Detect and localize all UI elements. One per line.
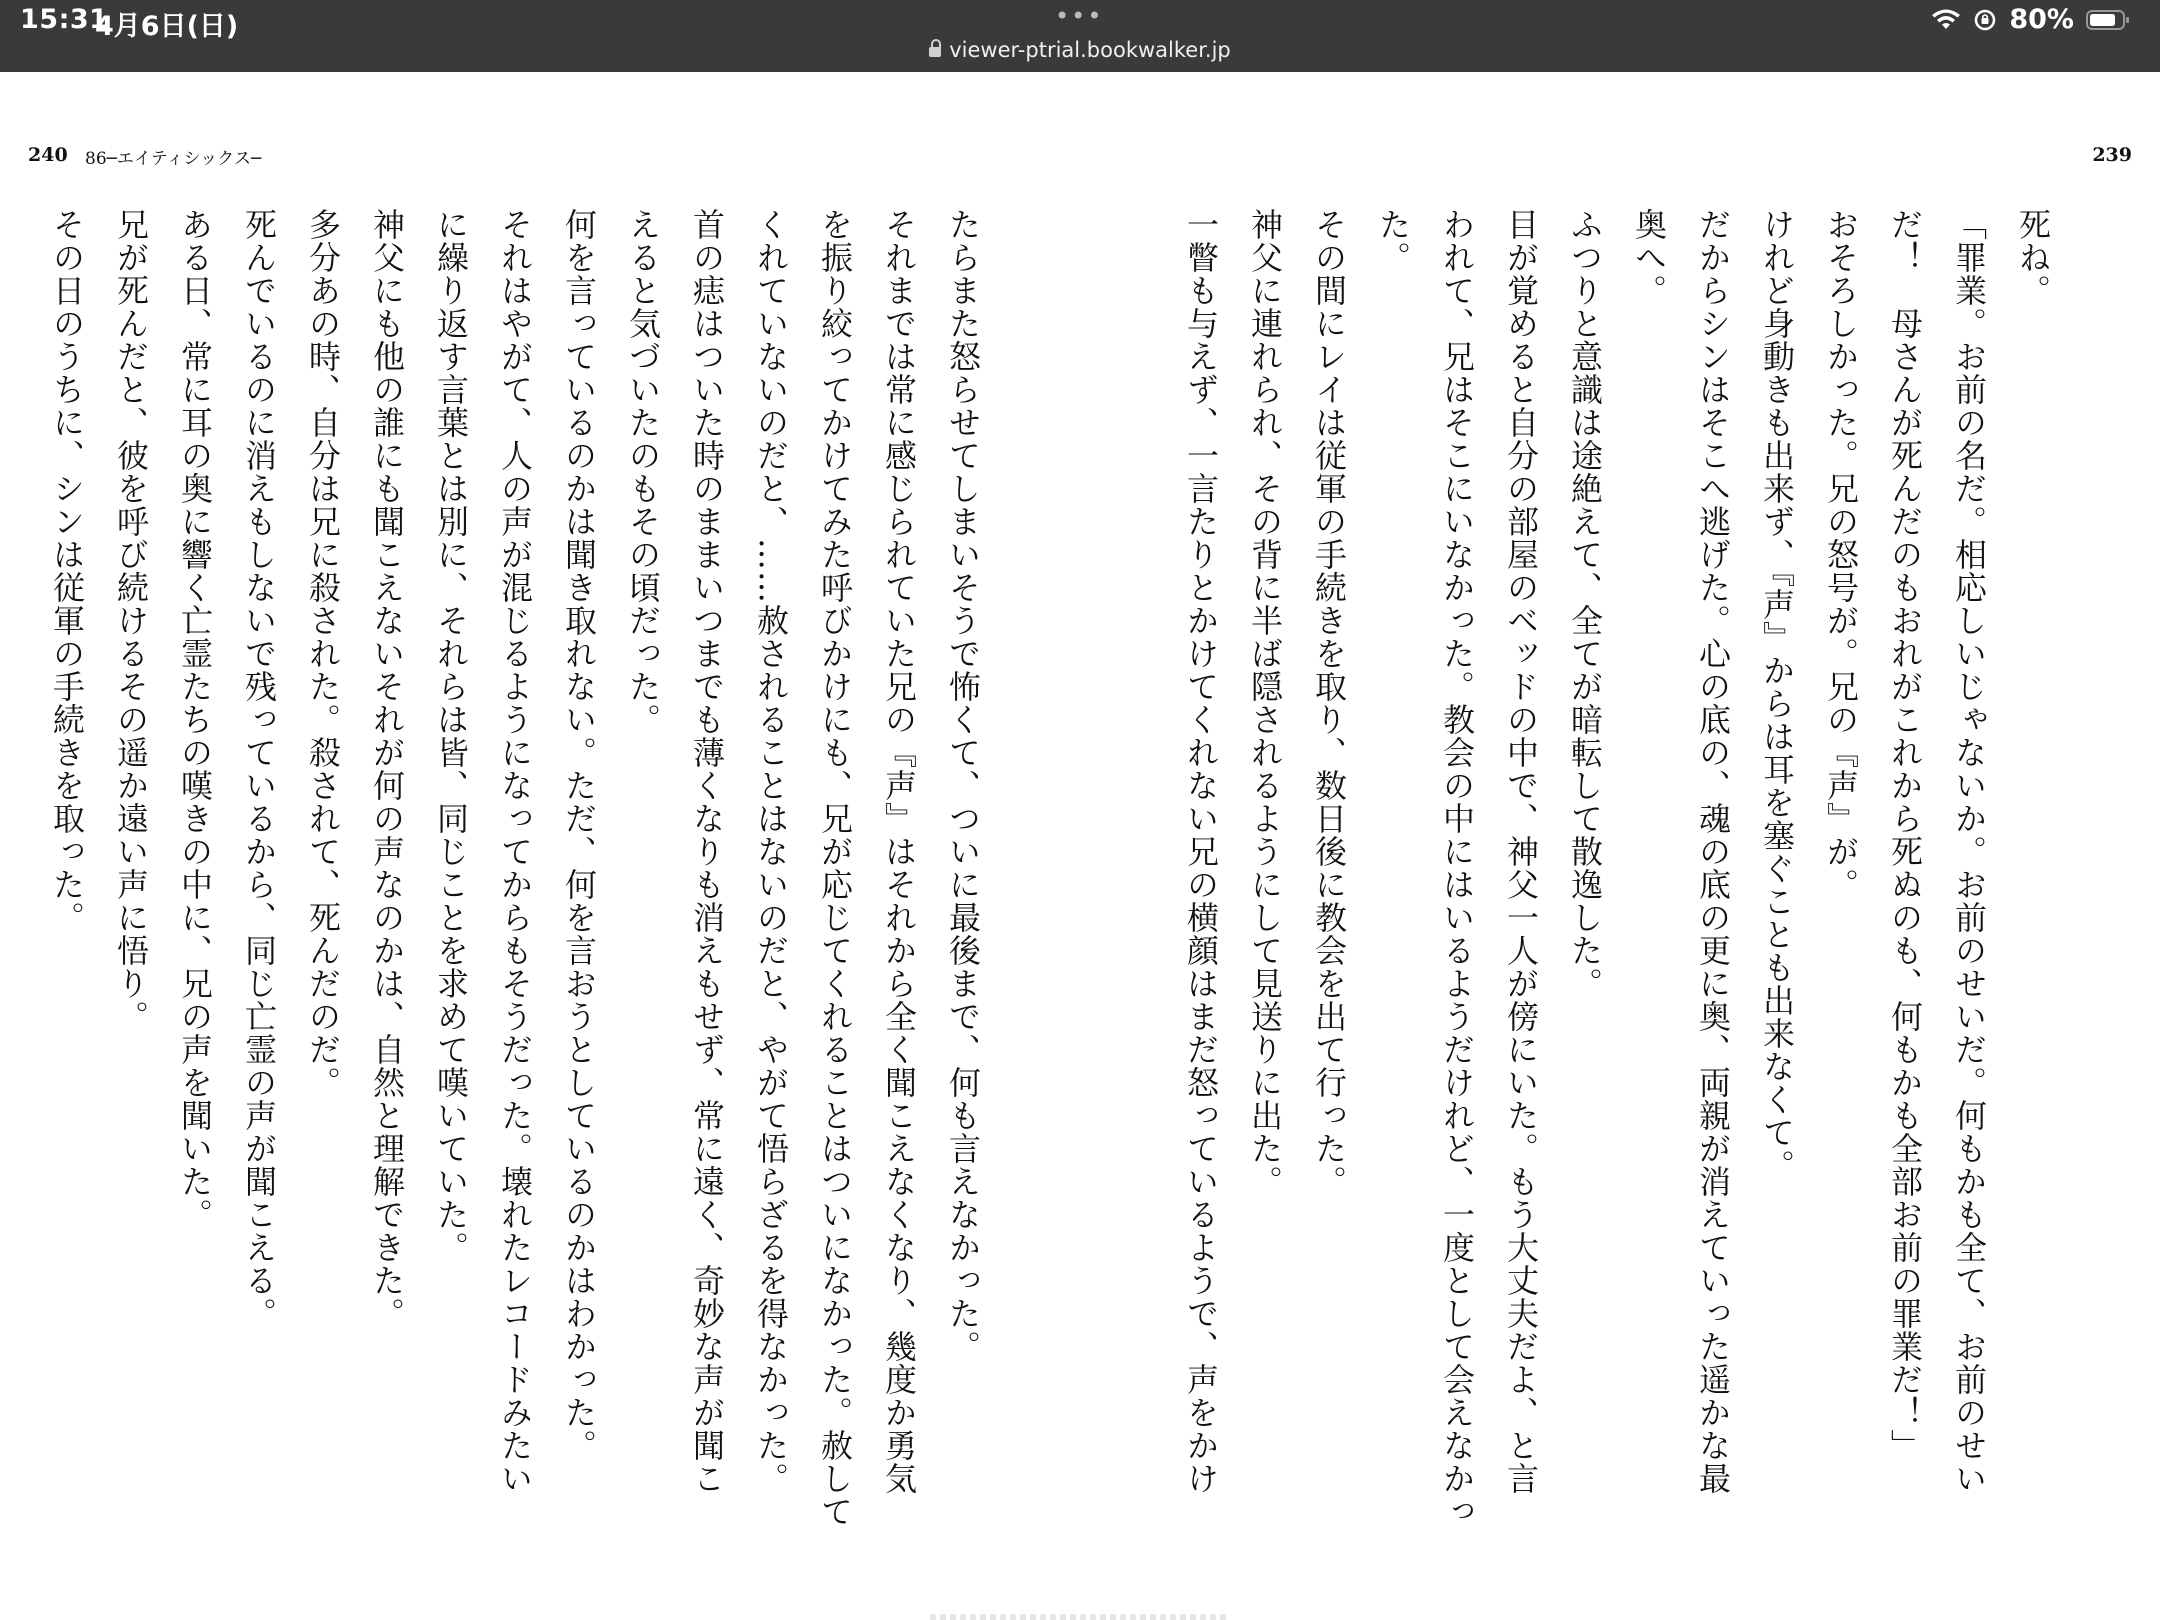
text-line: だからシンはそこへ逃げた。心の底の、魂の底の更に奥、両親が消えていった遥かな最: [1694, 208, 1732, 1495]
text-line: 目が覚めると自分の部屋のベッドの中で、神父一人が傍にいた。もう大丈夫だよ、と言: [1502, 208, 1540, 1495]
status-date: 4月6日(日): [95, 11, 239, 42]
text-line: 「罪業。お前の名だ。相応しいじゃないか。お前のせいだ。何もかも全て、お前のせい: [1950, 208, 1988, 1495]
text-line: 多分あの時、自分は兄に殺された。殺されて、死んだのだ。: [304, 208, 342, 1099]
text-line: た。: [1374, 208, 1412, 274]
text-line: 神父に連れられ、その背に半ば隠されるようにして見送りに出た。: [1246, 208, 1284, 1198]
text-line: を振り絞ってかけてみた呼びかけにも、兄が応じてくれることはついになかった。赦して: [816, 208, 854, 1528]
running-title: 86─エイティシックス─: [85, 149, 262, 169]
status-time: 15:31: [20, 4, 109, 35]
text-line: その日のうちに、シンは従軍の手続きを取った。: [48, 208, 86, 934]
text-line: その間にレイは従軍の手続きを取り、数日後に教会を出て行った。: [1310, 208, 1348, 1198]
text-line: それはやがて、人の声が混じるようになってからもそうだった。壊れたレコードみたい: [496, 208, 534, 1495]
text-line: 首の痣はついた時のままいつまでも薄くなりも消えもせず、常に遠く、奇妙な声が聞こ: [688, 208, 726, 1495]
text-line: 奥へ。: [1630, 208, 1668, 307]
right-page-number: 239: [2092, 144, 2132, 166]
text-line: たらまた怒らせてしまいそうで怖くて、ついに最後まで、何も言えなかった。: [944, 208, 982, 1363]
text-line: 死ね。: [2014, 208, 2052, 307]
left-page-text[interactable]: [0, 208, 995, 1608]
text-line: それまでは常に感じられていた兄の『声』はそれから全く聞こえなくなり、幾度か勇気: [880, 208, 918, 1495]
text-line: ふつりと意識は途絶えて、全てが暗転して散逸した。: [1566, 208, 1604, 1000]
text-line: 神父にも他の誰にも聞こえないそれが何の声なのかは、自然と理解できた。: [368, 208, 406, 1330]
lock-icon: [929, 47, 941, 57]
page-edge-divider: [930, 1614, 1230, 1620]
text-line: われて、兄はそこにいなかった。教会の中にはいるようだけれど、一度として会えなかっ: [1438, 208, 1476, 1528]
text-line: くれていないのだと、……赦されることはないのだと、やがて悟らざるを得なかった。: [752, 208, 790, 1495]
text-line: 一瞥も与えず、一言たりとかけてくれない兄の横顔はまだ怒っているようで、声をかけ: [1182, 208, 1220, 1495]
battery-icon: [2086, 9, 2130, 31]
multitasking-dots-icon[interactable]: •••: [1055, 2, 1104, 30]
orientation-lock-icon: [1973, 8, 1997, 32]
text-line: けれど身動きも出来ず、『声』からは耳を塞ぐことも出来なくて。: [1758, 208, 1796, 1182]
text-line: えると気づいたのもその頃だった。: [624, 208, 662, 736]
text-line: だ！ 母さんが死んだのもおれがこれから死ぬのも、何もかも全部お前の罪業だ！」: [1886, 208, 1924, 1462]
text-line: おそろしかった。兄の怒号が。兄の『声』が。: [1822, 208, 1860, 901]
status-indicators: [1931, 4, 2130, 35]
battery-percentage: 80%: [2009, 4, 2074, 35]
wifi-icon: [1931, 9, 1961, 31]
text-line: に繰り返す言葉とは別に、それらは皆、同じことを求めて嘆いていた。: [432, 208, 470, 1264]
text-line: 死んでいるのに消えもしないで残っているから、同じ亡霊の声が聞こえる。: [240, 208, 278, 1330]
url-text: viewer-ptrial.bookwalker.jp: [949, 38, 1231, 62]
text-line: 何を言っているのかは聞き取れない。ただ、何を言おうとしているのかはわかった。: [560, 208, 598, 1462]
text-line: 兄が死んだと、彼を呼び続けるその遥か遠い声に悟り。: [112, 208, 150, 1033]
right-page-text[interactable]: [1045, 208, 2065, 1608]
status-bar: [0, 0, 2160, 72]
left-page-number: 240: [28, 144, 68, 166]
address-bar[interactable]: [0, 38, 2160, 62]
text-line: ある日、常に耳の奥に響く亡霊たちの嘆きの中に、兄の声を聞いた。: [176, 208, 214, 1231]
